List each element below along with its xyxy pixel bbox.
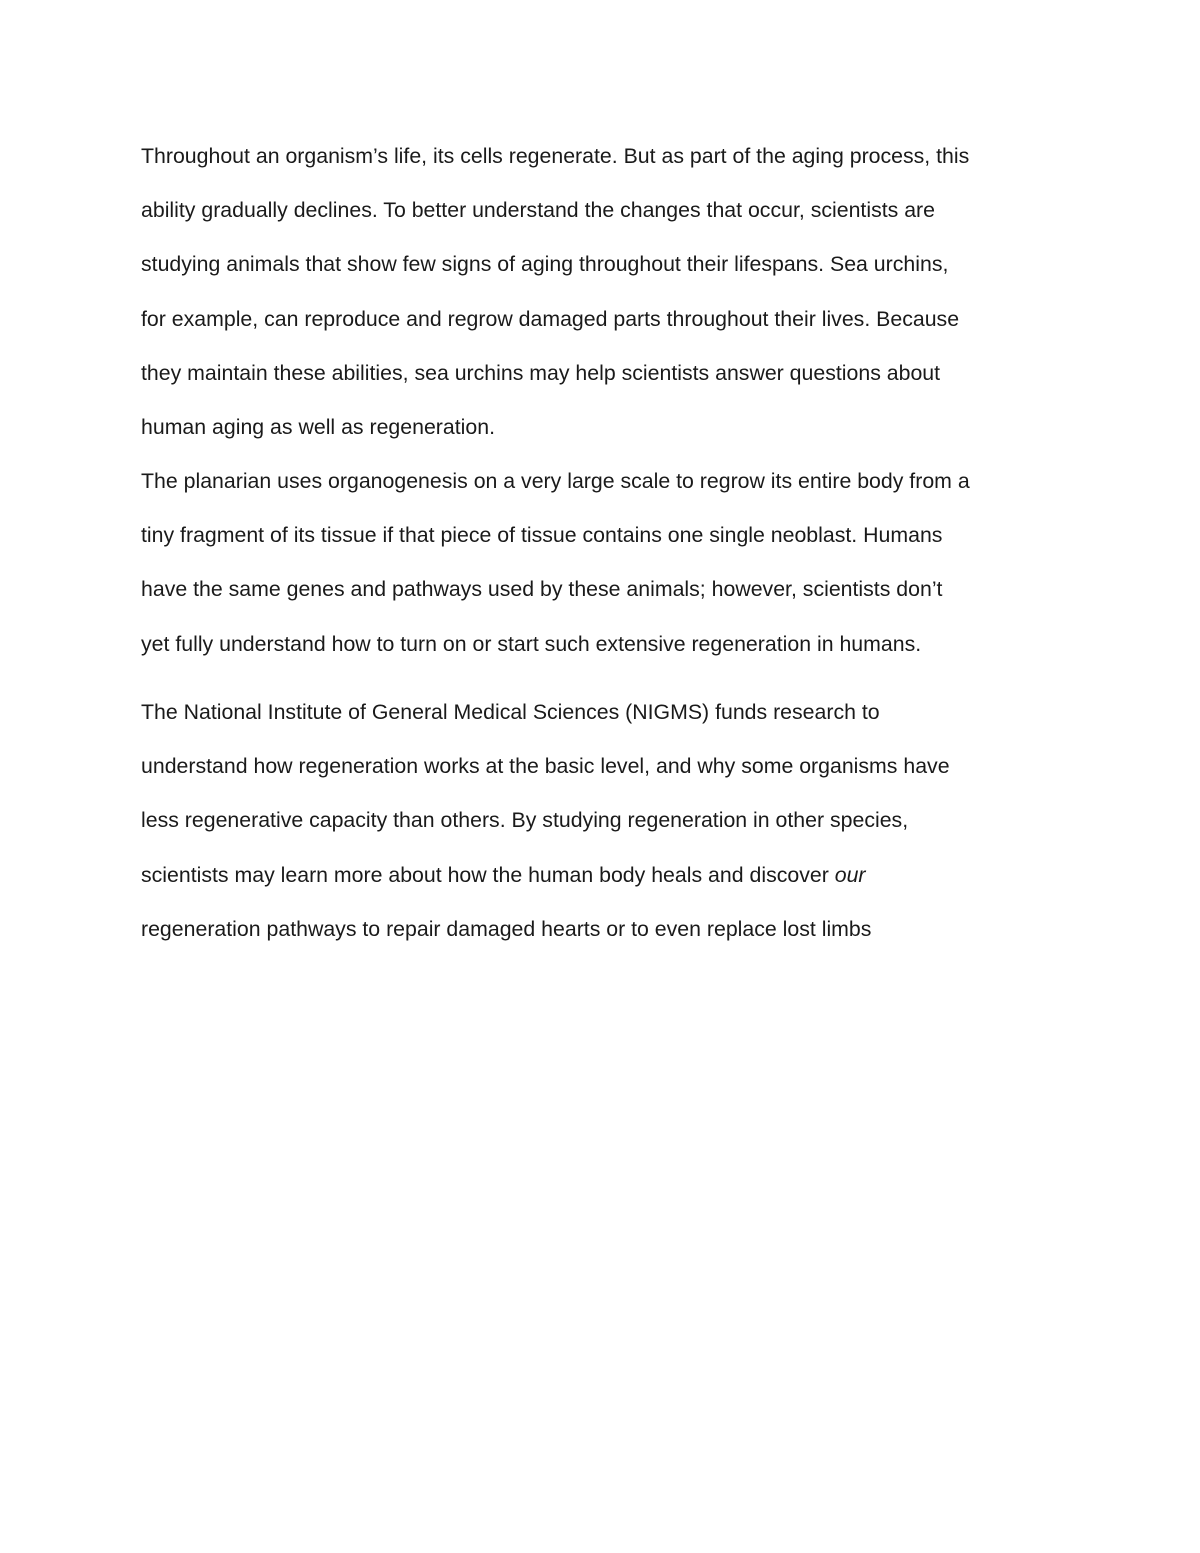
paragraph-planarian [141, 454, 1071, 671]
text-line: have the same genes and pathways used by these animals; however, scientists don’t [141, 577, 943, 602]
text-line: they maintain these abilities, sea urchins may help scientists answer questions about [141, 360, 941, 385]
emphasized-word: our [834, 862, 866, 887]
text-line: understand how regeneration works at the basic level, and why some organisms have [141, 754, 950, 779]
text-line: Throughout an organism’s life, its cells regenerate. But as part of the aging process, this [141, 144, 970, 168]
paragraph-sea-urchins [141, 129, 1071, 454]
text-line: yet fully understand how to turn on or start such extensive regeneration in humans. [141, 631, 922, 656]
text-line: The National Institute of General Medical Sciences (NIGMS) funds research to [141, 700, 880, 724]
text-line: regeneration pathways to repair damaged hearts or to even replace lost limbs [141, 916, 872, 941]
text-line: ability gradually declines. To better understand the changes that occur, scientists are [141, 198, 935, 223]
text-run: scientists may learn more about how the human body heals and discover [141, 862, 835, 887]
paragraph-nigms [141, 685, 1071, 956]
text-line: human aging as well as regeneration. [141, 414, 495, 439]
text-line: studying animals that show few signs of aging throughout their lifespans. Sea urchins, [141, 252, 949, 277]
text-line: tiny fragment of its tissue if that piece of tissue contains one single neoblast. Humans [141, 523, 943, 548]
text-line: less regenerative capacity than others. By studying regeneration in other species, [141, 808, 909, 833]
text-line-with-emphasis [141, 848, 1071, 902]
text-line: The planarian uses organogenesis on a very large scale to regrow its entire body from a [141, 469, 970, 493]
text-line: for example, can reproduce and regrow damaged parts throughout their lives. Because [141, 306, 960, 331]
